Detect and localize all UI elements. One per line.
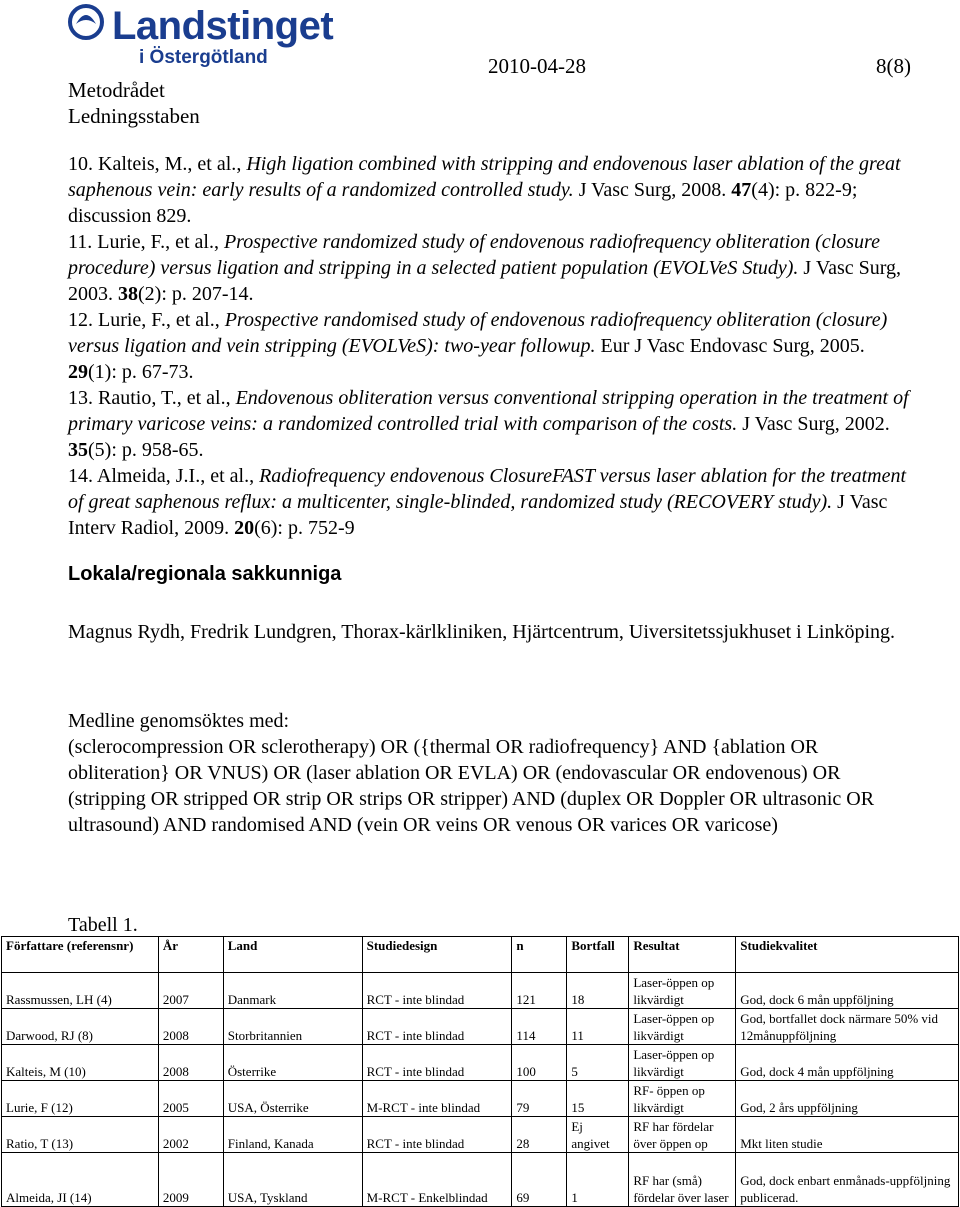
table-cell: Storbritannien (223, 1009, 362, 1045)
header-cell: Studiedesign (362, 937, 512, 973)
table-cell: Danmark (223, 973, 362, 1009)
table-cell: USA, Österrike (223, 1081, 362, 1117)
table-cell: Laser-öppen op likvärdigt (629, 973, 736, 1009)
table-cell: God, dock enbart enmånads-uppföljning publicerad. (736, 1153, 959, 1207)
table-row (2, 973, 959, 1009)
table-cell: RF- öppen op likvärdigt (629, 1081, 736, 1117)
table-cell: 28 (512, 1117, 567, 1153)
reference-item: 13. Rautio, T., et al., Endovenous obliteration versus conventional stripping operation in the treatment of primary varicose veins: a randomized controlled trial with comparison of the costs. J Vasc Surg, 2002. 35(5): p. 958-65. (68, 387, 909, 461)
table-cell: USA, Tyskland (223, 1153, 362, 1207)
table-caption: Tabell 1. (68, 914, 138, 936)
table-cell: Kalteis, M (10) (2, 1045, 159, 1081)
header-cell: Författare (referensnr) (2, 937, 159, 973)
table-cell: Ratio, T (13) (2, 1117, 159, 1153)
table-cell: 2002 (158, 1117, 223, 1153)
table-cell: RCT - inte blindad (362, 973, 512, 1009)
table-row (2, 1009, 959, 1045)
table-row (2, 1045, 959, 1081)
table-cell: Almeida, JI (14) (2, 1153, 159, 1207)
table-cell: RF har (små) fördelar över laser (629, 1153, 736, 1207)
logo-subtitle: i Östergötland (139, 47, 268, 68)
table-cell: 2005 (158, 1081, 223, 1117)
table-cell: RCT - inte blindad (362, 1045, 512, 1081)
table-cell: 69 (512, 1153, 567, 1207)
table-cell: 2009 (158, 1153, 223, 1207)
table-cell: Laser-öppen op likvärdigt (629, 1009, 736, 1045)
table-cell: 15 (567, 1081, 629, 1117)
reference-item: 10. Kalteis, M., et al., High ligation combined with stripping and endovenous laser ablation of the great saphenous vein: early results of a randomized controlled study. J Vasc Surg, 2008. 47(4): p. 822-9; discussion 829. (68, 153, 901, 227)
table-cell: RCT - inte blindad (362, 1117, 512, 1153)
studies-table (1, 936, 959, 1207)
section-heading-experts: Lokala/regionala sakkunniga (68, 563, 342, 585)
table-cell: Ej angivet (567, 1117, 629, 1153)
table-cell: 2007 (158, 973, 223, 1009)
table-cell: 100 (512, 1045, 567, 1081)
table-cell: 2008 (158, 1045, 223, 1081)
division: Ledningsstaben (68, 104, 200, 128)
table-cell: M-RCT - Enkelblindad (362, 1153, 512, 1207)
table-cell: God, dock 4 mån uppföljning (736, 1045, 959, 1081)
table-cell: Lurie, F (12) (2, 1081, 159, 1117)
document-date: 2010-04-28 (488, 54, 586, 78)
header-cell: Land (223, 937, 362, 973)
medline-query: (sclerocompression OR sclerotherapy) OR ({thermal OR radiofrequency} AND {ablation OR obliteration} OR VNUS) OR (laser ablation OR EVLA) OR (endovascular OR endovenous) OR (stripping OR stripped OR strip OR strips OR stripper) AND (duplex OR Doppler OR ultrasonic OR ultrasound) AND randomised AND (vein OR veins OR venous OR varices OR varicose) (68, 736, 875, 836)
header-cell: Studiekvalitet (736, 937, 959, 973)
table-cell: 121 (512, 973, 567, 1009)
header-cell: År (158, 937, 223, 973)
table-cell: 79 (512, 1081, 567, 1117)
table-cell: Rassmussen, LH (4) (2, 973, 159, 1009)
medline-label: Medline genomsöktes med: (68, 710, 290, 732)
table-cell: Österrike (223, 1045, 362, 1081)
reference-item: 12. Lurie, F., et al., Prospective randomised study of endovenous radiofrequency obliteration (closure) versus ligation and vein stripping (EVOLVeS): two-year followup. Eur J Vasc Endovasc Surg, 2005. 29(1): p. 67-73. (68, 309, 888, 383)
table-row (2, 1153, 959, 1207)
table-row (2, 1081, 959, 1117)
table-cell: 18 (567, 973, 629, 1009)
reference-item: 11. Lurie, F., et al., Prospective randomized study of endovenous radiofrequency obliteration (closure procedure) versus ligation and stripping in a selected patient population (EVOLVeS Study). J Vasc Surg, 2003. 38(2): p. 207-14. (68, 231, 902, 305)
table-cell: RCT - inte blindad (362, 1009, 512, 1045)
table-cell: God, 2 års uppföljning (736, 1081, 959, 1117)
table-cell: 5 (567, 1045, 629, 1081)
table-cell: Mkt liten studie (736, 1117, 959, 1153)
table-cell: 114 (512, 1009, 567, 1045)
logo-mark-icon (70, 6, 102, 38)
table-cell: M-RCT - inte blindad (362, 1081, 512, 1117)
table-cell: 2008 (158, 1009, 223, 1045)
table-cell: Darwood, RJ (8) (2, 1009, 159, 1045)
table-header-row (2, 937, 959, 973)
table-cell: God, bortfallet dock närmare 50% vid 12månuppföljning (736, 1009, 959, 1045)
experts-text: Magnus Rydh, Fredrik Lundgren, Thorax-kärlkliniken, Hjärtcentrum, Uiversitetssjukhuset i Linköping. (68, 621, 896, 643)
table-row (2, 1117, 959, 1153)
reference-list (68, 151, 918, 541)
header-cell: n (512, 937, 567, 973)
page-number: 8(8) (876, 54, 911, 78)
department: Metodrådet (68, 78, 165, 102)
table-cell: 11 (567, 1009, 629, 1045)
table-cell: 1 (567, 1153, 629, 1207)
table-cell: Laser-öppen op likvärdigt (629, 1045, 736, 1081)
table-cell: God, dock 6 mån uppföljning (736, 973, 959, 1009)
table-cell: Finland, Kanada (223, 1117, 362, 1153)
table-cell: RF har fördelar över öppen op (629, 1117, 736, 1153)
header-cell: Bortfall (567, 937, 629, 973)
logo-title: Landstinget (112, 4, 334, 48)
reference-item: 14. Almeida, J.I., et al., Radiofrequency endovenous ClosureFAST versus laser ablation for the treatment of great saphenous reflux: a multicenter, single-blinded, randomized study (RECOVERY study). J Vasc Interv Radiol, 2009. 20(6): p. 752-9 (68, 465, 907, 539)
header-cell: Resultat (629, 937, 736, 973)
